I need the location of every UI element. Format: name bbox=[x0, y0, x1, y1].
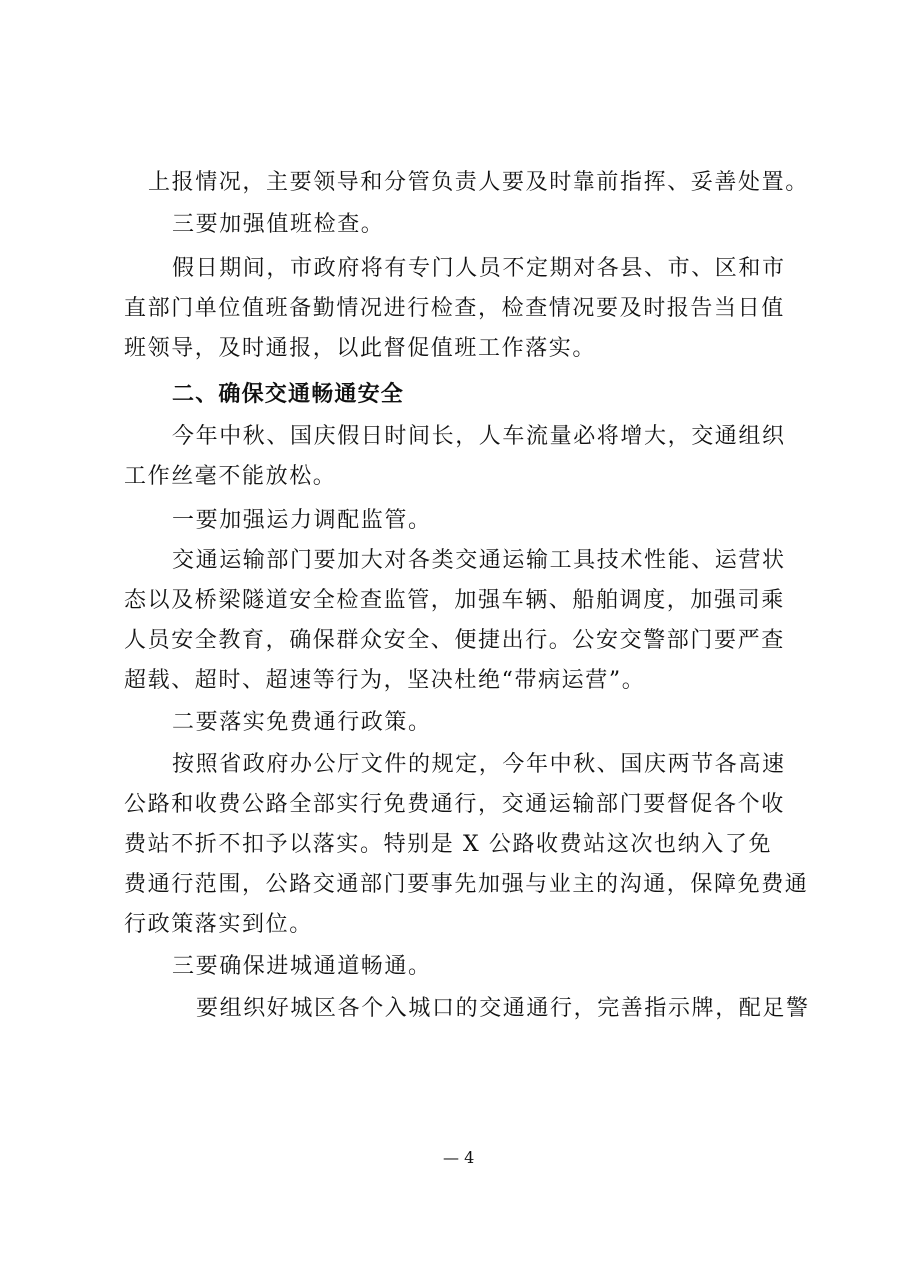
body-line: 假日期间，市政府将有专门人员不定期对各县、市、区和市 bbox=[172, 256, 786, 281]
body-line: 公路和收费公路全部实行免费通行，交通运输部门要督促各个收 bbox=[124, 792, 785, 817]
subheading-line: 三要确保进城通道畅通。 bbox=[172, 954, 432, 979]
body-line: 行政策落实到位。 bbox=[124, 912, 313, 937]
page-number: — 4 bbox=[443, 1148, 475, 1167]
body-line: 费通行范围，公路交通部门要事先加强与业主的沟通，保障免费通 bbox=[124, 872, 809, 897]
subheading-line: 一要加强运力调配监管。 bbox=[172, 508, 432, 533]
body-line: 人员安全教育，确保群众安全、便捷出行。公安交警部门要严查 bbox=[124, 628, 785, 653]
body-line: 工作丝毫不能放松。 bbox=[124, 464, 337, 489]
body-line: 超载、超时、超速等行为，坚决杜绝“带病运营”。 bbox=[124, 668, 646, 693]
subheading-line: 三要加强值班检查。 bbox=[172, 212, 385, 237]
section-heading: 二、确保交通畅通安全 bbox=[172, 382, 405, 407]
body-line: 直部门单位值班备勤情况进行检查，检查情况要及时报告当日值 bbox=[124, 296, 785, 321]
body-line: 费站不折不扣予以落实。特别是 X 公路收费站这次也纳入了免 bbox=[124, 832, 773, 857]
body-line: 按照省政府办公厅文件的规定，今年中秋、国庆两节各高速 bbox=[172, 752, 786, 777]
body-line: 上报情况，主要领导和分管负责人要及时靠前指挥、妥善处置。 bbox=[148, 170, 809, 195]
body-line: 今年中秋、国庆假日时间长，人车流量必将增大，交通组织 bbox=[172, 424, 786, 449]
body-line: 交通运输部门要加大对各类交通运输工具技术性能、运营状 bbox=[172, 548, 786, 573]
body-line: 要组织好城区各个入城口的交通通行，完善指示牌，配足警 bbox=[196, 996, 810, 1021]
subheading-line: 二要落实免费通行政策。 bbox=[172, 710, 432, 735]
body-line: 班领导，及时通报，以此督促值班工作落实。 bbox=[124, 336, 597, 361]
body-line: 态以及桥梁隧道安全检查监管，加强车辆、船舶调度，加强司乘 bbox=[124, 588, 785, 613]
